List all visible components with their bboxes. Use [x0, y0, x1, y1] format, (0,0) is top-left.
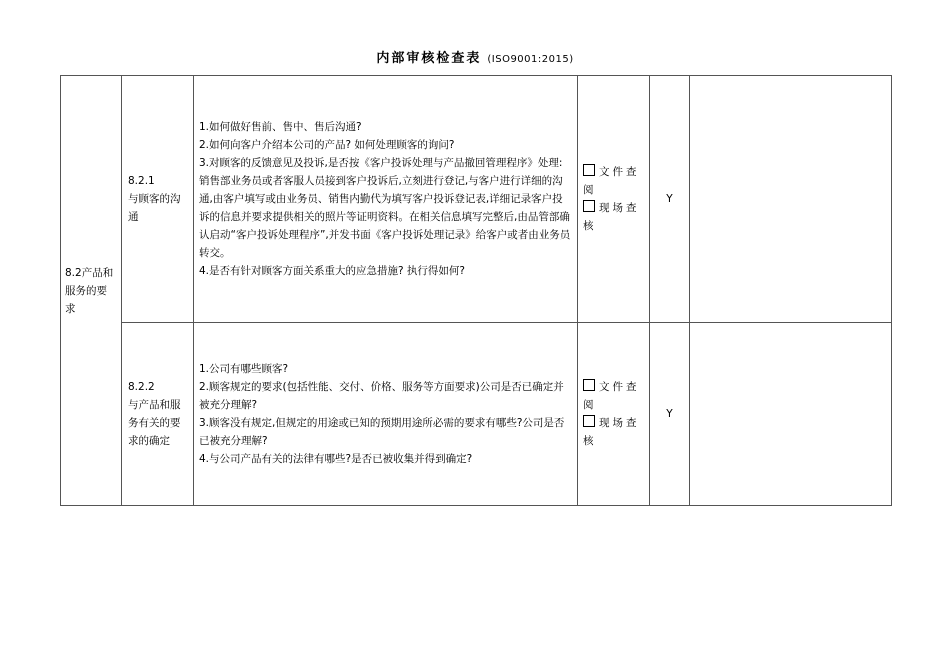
method-cell [578, 323, 650, 506]
check-item: 3.顾客没有规定,但规定的用途或已知的预期用途所必需的要求有哪些?公司是否已被充分理解? [199, 417, 565, 447]
check-item: 1.公司有哪些顾客? [199, 363, 289, 375]
check-item: 1.如何做好售前、售中、售后沟通? [199, 121, 362, 133]
check-item: 2.顾客规定的要求(包括性能、交付、价格、服务等方面要求)公司是否已确定并被充分理解? [199, 381, 564, 411]
method-option [583, 199, 644, 235]
subclause-name: 与顾客的沟通 [128, 193, 181, 223]
check-item: 2.如何向客户介绍本公司的产品? 如何处理顾客的询问? [199, 139, 455, 151]
audit-checklist-table [60, 75, 892, 506]
subclause-name: 与产品和服务有关的要求的确定 [128, 399, 181, 447]
subclause-cell [122, 323, 194, 506]
check-item: 4.是否有针对顾客方面关系重大的应急措施? 执行得如何? [199, 265, 466, 277]
table-row [61, 323, 892, 506]
standard-code: (ISO9001:2015) [487, 54, 574, 65]
check-item: 3.对顾客的反馈意见及投诉,是否按《客户投诉处理与产品撤回管理程序》处理: [199, 157, 563, 169]
table-row [61, 76, 892, 323]
subclause-number: 8.2.1 [128, 175, 155, 187]
clause-label: 8.2产品和服务的要求 [65, 266, 114, 315]
method-label: 文件查阅 [583, 381, 640, 411]
checkbox[interactable] [583, 200, 595, 212]
subclause-number: 8.2.2 [128, 381, 155, 393]
method-label: 现场查核 [583, 202, 640, 232]
check-item: 4.与公司产品有关的法律有哪些?是否已被收集并得到确定? [199, 453, 473, 465]
subclause-cell [122, 76, 194, 323]
checkbox[interactable] [583, 164, 595, 176]
method-option [583, 414, 644, 450]
checkbox[interactable] [583, 415, 595, 427]
note-cell [690, 323, 892, 506]
method-label: 文件查阅 [583, 166, 640, 196]
checkbox[interactable] [583, 379, 595, 391]
result-cell [650, 76, 690, 323]
page-title [0, 50, 950, 69]
method-option [583, 163, 644, 199]
note-cell [690, 76, 892, 323]
result-value: Y [666, 408, 673, 420]
method-label: 现场查核 [583, 417, 640, 447]
check-content-cell [194, 323, 578, 506]
method-cell [578, 76, 650, 323]
result-value: Y [666, 193, 673, 205]
checklist-title: 内部审核检查表 [376, 51, 482, 66]
result-cell [650, 323, 690, 506]
check-content-cell [194, 76, 578, 323]
clause-cell [61, 76, 122, 506]
method-option [583, 378, 644, 414]
check-item: 销售部业务员或者客服人员接到客户投诉后,立刻进行登记,与客户进行详细的沟通,由客户填写或由业务员、销售内勤代为填写客户投诉登记表,详细记录客户投诉的信息并要求提供相关的照片等证明资料。在相关信息填写完整后,由品管部确认启动“客户投诉处理程序”,并发书面《客户投诉处理记录》给客户或者由业务员转交。 [199, 175, 571, 259]
